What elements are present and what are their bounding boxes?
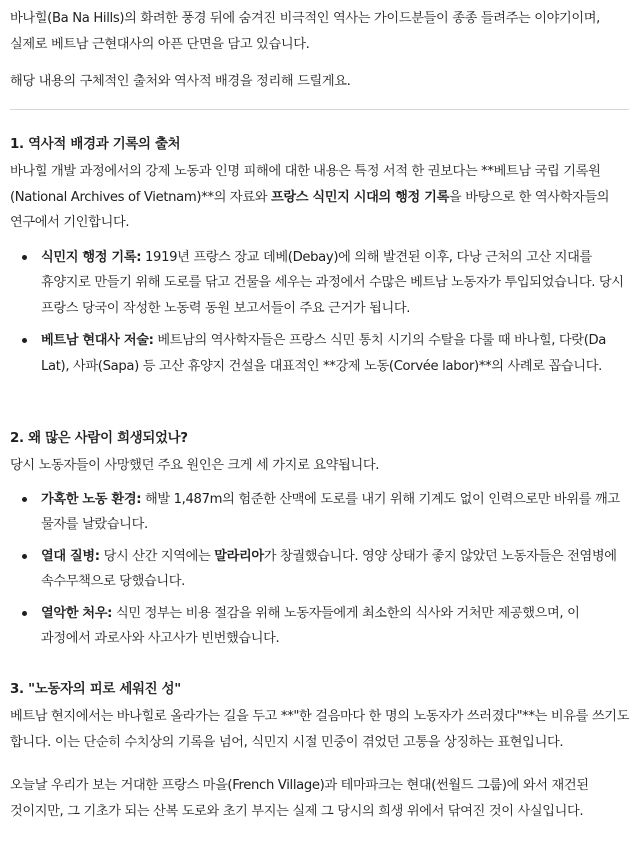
bullet-icon [22, 554, 27, 559]
bullet-icon [22, 255, 27, 260]
item-text: 해발 1,487m의 험준한 산맥에 도로를 내기 위해 기계도 없이 인력으로만 바위를 깨고 물자를 날랐습니다. [41, 491, 620, 532]
closing-paragraph: 오늘날 우리가 보는 거대한 프랑스 마을(French Village)과 테마파크는 현대(썬월드 그룹)에 와서 재건된 것이지만, 그 기초가 되는 산복 도로와 초기 부지는 실제 그 당시의 희생 위에서 닦여진 것이 사실입니다. [10, 778, 589, 819]
item-text: 식민 정부는 비용 절감을 위해 노동자들에게 최소한의 식사와 거처만 제공했으며, 이 과정에서 과로사와 사고사가 빈번했습니다. [41, 605, 580, 646]
text-span: 을 바탕으로 한 역사학자들의 연구에서 기인합니다. [10, 189, 610, 230]
list-item [10, 601, 630, 652]
bullet-list [10, 245, 630, 380]
section-heading: 3. "노동자의 피로 세워진 성" [10, 682, 181, 697]
item-label: 식민지 행정 기록: [41, 249, 142, 265]
bullet-icon [22, 497, 27, 502]
bullet-icon [22, 338, 27, 343]
list-item [10, 245, 630, 322]
bullet-list [10, 487, 630, 652]
section-causes [10, 428, 630, 652]
section-history [10, 134, 630, 379]
list-item [10, 487, 630, 538]
bold-phrase: 프랑스 식민지 시대의 행정 기록 [270, 189, 449, 205]
list-item [10, 328, 630, 379]
item-label: 가혹한 노동 환경: [41, 491, 142, 507]
divider [10, 109, 629, 110]
intro-paragraph: 바나힐(Ba Na Hills)의 화려한 풍경 뒤에 숨겨진 비극적인 역사는 가이드분들이 종종 들려주는 이야기이며, 실제로 베트남 근현대사의 아픈 단면을 담고 있습니다. [10, 11, 601, 52]
item-label: 열악한 처우: [41, 605, 113, 621]
bullet-icon [22, 611, 27, 616]
bold-phrase: 말라리아 [214, 548, 264, 564]
section-paragraph: 베트남 현지에서는 바나힐로 올라가는 길을 두고 **"한 걸음마다 한 명의 노동자가 쓰러졌다"**는 비유를 쓰기도 합니다. 이는 단순히 수치상의 기록을 넘어, 식민지 시절 민중이 겪었던 고통을 상징하는 표현입니다. [10, 709, 630, 750]
section-heading: 2. 왜 많은 사람이 희생되었나? [10, 431, 188, 446]
intro-summary: 해당 내용의 구체적인 출처와 역사적 배경을 정리해 드릴게요. [10, 74, 351, 89]
section-symbol [10, 679, 630, 824]
item-text: 베트남의 역사학자들은 프랑스 식민 통치 시기의 수탈을 다룰 때 바나힐, 다랏(Da Lat), 사파(Sapa) 등 고산 휴양지 건설을 대표적인 **강제 노동(Corvée labor)**의 사례로 꼽습니다. [41, 333, 607, 374]
item-text: 가 창궐했습니다. 영양 상태가 좋지 않았던 노동자들은 전염병에 속수무책으로 당했습니다. [41, 548, 617, 589]
section-paragraph: 당시 노동자들이 사망했던 주요 원인은 크게 세 가지로 요약됩니다. [10, 458, 380, 473]
item-text: 당시 산간 지역에는 [99, 548, 215, 564]
section-paragraph [10, 159, 630, 236]
section-heading: 1. 역사적 배경과 기록의 출처 [10, 137, 181, 152]
text-span: 바나힐 개발 과정에서의 강제 노동과 인명 피해에 대한 내용은 특정 서적 한 권보다는 **베트남 국립 기록원(National Archives of Vietnam)**의 자료와 [10, 164, 601, 205]
item-text: 1919년 프랑스 장교 데베(Debay)에 의해 발견된 이후, 다낭 근처의 고산 지대를 휴양지로 만들기 위해 도로를 닦고 건물을 세우는 과정에서 수많은 베트남 노동자가 투입되었습니다. 당시 프랑스 당국이 작성한 노동력 동원 보고서들이 주요 근거가 됩니다. [41, 249, 624, 316]
item-label: 베트남 현대사 저술: [41, 333, 154, 348]
item-label: 열대 질병: [41, 548, 100, 564]
list-item [10, 544, 630, 595]
